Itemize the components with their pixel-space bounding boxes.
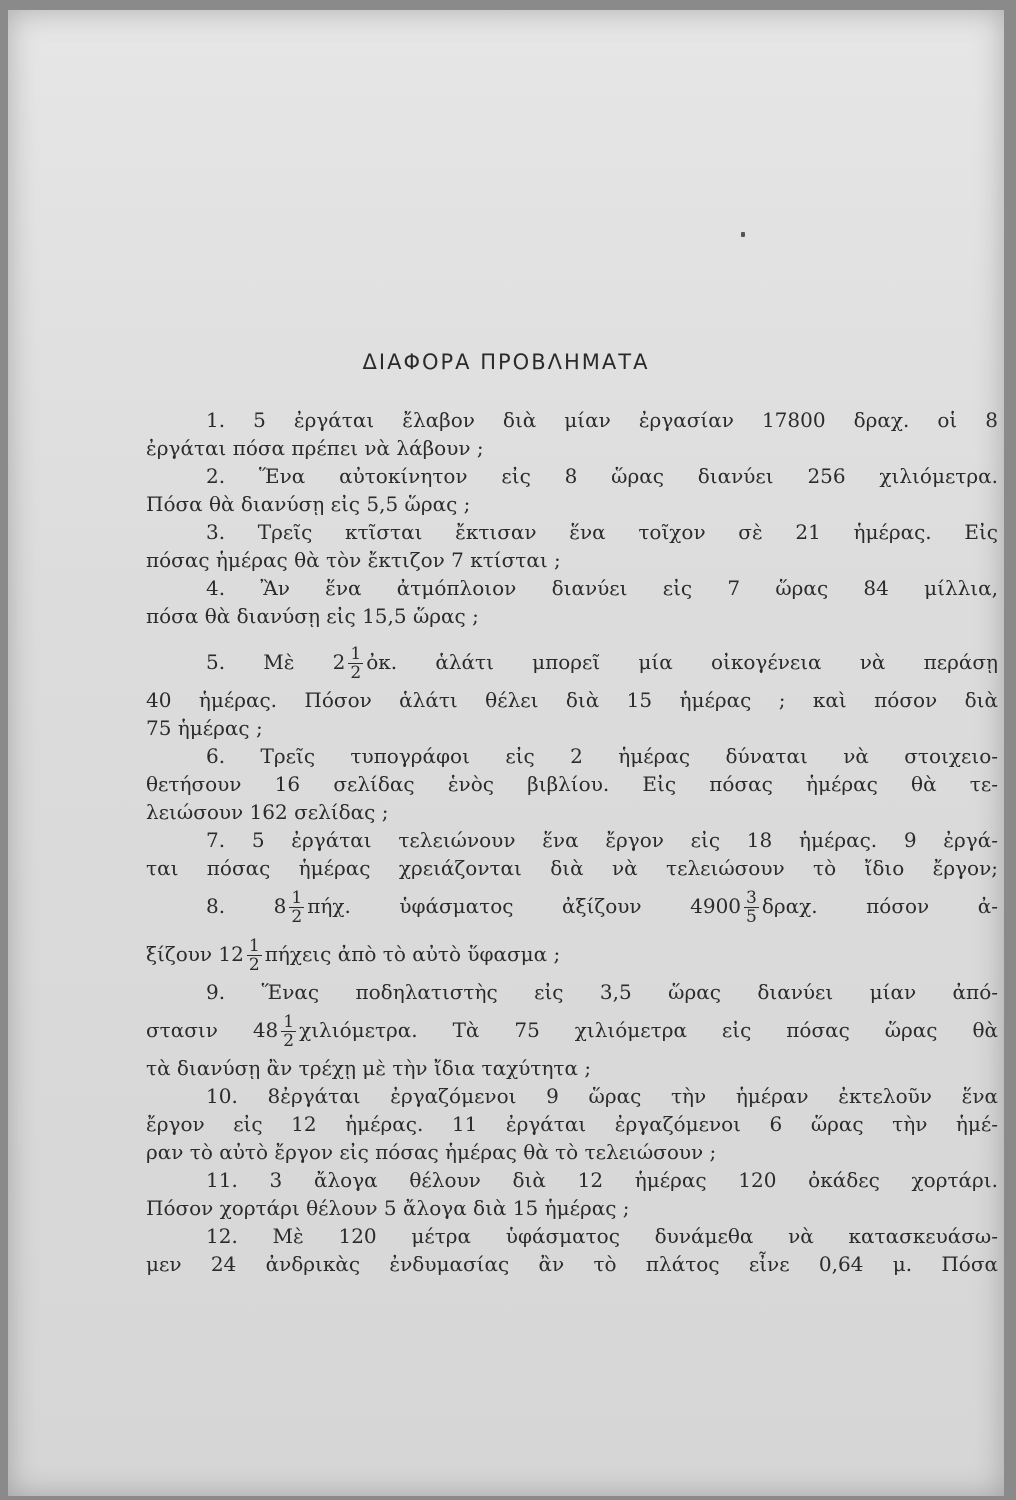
- problem-9: [146, 978, 998, 1082]
- problem-number: 7.: [206, 828, 226, 852]
- problem-number: 3.: [206, 520, 226, 544]
- fraction: $\frac{1}{2}$: [291, 888, 303, 927]
- problem-6: [146, 742, 998, 826]
- problem-text: λειώσουν 162 σελίδας ;: [146, 800, 389, 824]
- problem-2: [146, 462, 998, 518]
- page-title: ΔΙΑΦΟΡΑ ΠΡΟΒΛΗΜΑΤΑ: [362, 350, 650, 374]
- problem-number: 4.: [206, 576, 226, 600]
- problem-text: Πόσα θὰ διανύσῃ εἰς 5,5 ὥρας ;: [146, 492, 471, 516]
- problem-text: 8: [273, 894, 287, 918]
- problem-4: [146, 574, 998, 630]
- problem-text: τὰ διανύσῃ ἂν τρέχῃ μὲ τὴν ἴδια ταχύτητα ;: [146, 1056, 592, 1080]
- fraction: $\frac{1}{2}$: [248, 936, 260, 975]
- problem-number: 11.: [206, 1168, 238, 1192]
- problem-number: 2.: [206, 464, 226, 488]
- problem-text: Ἕνα αὐτοκίνητον εἰς 8 ὥρας διανύει 256 χιλιόμετρα.: [258, 464, 998, 488]
- problem-text: χιλιόμετρα. Τὰ 75 χιλιόμετρα εἰς πόσας ὥρας θὰ: [299, 1018, 998, 1042]
- problem-text: πόσας ἡμέρας θὰ τὸν ἔκτιζον 7 κτίσται ;: [146, 548, 561, 572]
- problem-10: [146, 1082, 998, 1166]
- problem-text: δραχ. πόσον ἀ-: [761, 894, 998, 918]
- problem-text: ραν τὸ αὐτὸ ἔργον εἰς πόσας ἡμέρας θὰ τὸ τελειώσουν ;: [146, 1140, 717, 1164]
- problem-7: [146, 826, 998, 882]
- problem-text: Μὲ 2: [263, 650, 346, 674]
- problem-1: [146, 406, 998, 462]
- problem-number: 10.: [206, 1084, 238, 1108]
- problem-number: 12.: [206, 1224, 238, 1248]
- problem-text: στασιν 48: [146, 1018, 279, 1042]
- problem-text: Μὲ 120 μέτρα ὑφάσματος δυνάμεθα νὰ κατασκευάσω-: [272, 1224, 998, 1248]
- ink-speck: [741, 232, 745, 237]
- problem-text: 75 ἡμέρας ;: [146, 716, 263, 740]
- fraction: $\frac{3}{5}$: [746, 888, 757, 927]
- problem-8: [146, 882, 998, 978]
- problem-text: 40 ἡμέρας. Πόσον ἁλάτι θέλει διὰ 15 ἡμέρας ; καὶ πόσον διὰ: [146, 688, 998, 712]
- problem-text: ἐργάται πόσα πρέπει νὰ λάβουν ;: [146, 436, 484, 460]
- problem-text: Ἕνας ποδηλατιστὴς εἰς 3,5 ὥρας διανύει μίαν ἀπό-: [261, 980, 998, 1004]
- fraction: $\frac{1}{2}$: [283, 1012, 295, 1051]
- problem-3: [146, 518, 998, 574]
- problem-text: πήχεις ἀπὸ τὸ αὐτὸ ὕφασμα ;: [264, 942, 561, 966]
- problem-text: πόσα θὰ διανύσῃ εἰς 15,5 ὥρας ;: [146, 604, 479, 628]
- problem-text: 3 ἄλογα θέλουν διὰ 12 ἡμέρας 120 ὀκάδες χορτάρι.: [269, 1168, 998, 1192]
- problem-text: ὀκ. ἁλάτι μπορεῖ μία οἰκογένεια νὰ περάσῃ: [366, 650, 998, 674]
- problem-11: [146, 1166, 998, 1222]
- problem-text: ἔργον εἰς 12 ἡμέρας. 11 ἐργάται ἐργαζόμενοι 6 ὥρας τὴν ἡμέ-: [146, 1112, 998, 1136]
- problem-number: 5.: [206, 650, 226, 674]
- problem-text: ξίζουν 12: [146, 942, 244, 966]
- problem-number: 1.: [206, 408, 226, 432]
- fraction: $\frac{1}{2}$: [350, 644, 362, 683]
- problem-text: ται πόσας ἡμέρας χρειάζονται διὰ νὰ τελειώσουν τὸ ἴδιο ἔργον;: [146, 856, 998, 880]
- problem-text: Ἂν ἕνα ἀτμόπλοιον διανύει εἰς 7 ὥρας 84 μίλλια,: [260, 576, 998, 600]
- problem-text: πήχ. ὑφάσματος ἀξίζουν 4900: [307, 894, 742, 918]
- problem-text: μεν 24 ἀνδρικὰς ἐνδυμασίας ἂν τὸ πλάτος εἶνε 0,64 μ. Πόσα: [146, 1252, 998, 1276]
- problem-number: 6.: [206, 744, 226, 768]
- problems-list: [146, 406, 998, 1278]
- problem-text: 5 ἐργάται τελειώνουν ἕνα ἔργον εἰς 18 ἡμέρας. 9 ἐργά-: [251, 828, 998, 852]
- problem-5: [146, 638, 998, 742]
- problem-number: 8.: [206, 894, 226, 918]
- book-page: [8, 10, 1004, 1496]
- problem-text: Τρεῖς κτῖσται ἔκτισαν ἕνα τοῖχον σὲ 21 ἡμέρας. Εἰς: [257, 520, 998, 544]
- problem-text: θετήσουν 16 σελίδας ἑνὸς βιβλίου. Εἰς πόσας ἡμέρας θὰ τε-: [146, 772, 998, 796]
- problem-text: 8ἐργάται ἐργαζόμενοι 9 ὥρας τὴν ἡμέραν ἐκτελοῦν ἕνα: [267, 1084, 998, 1108]
- problem-text: Πόσον χορτάρι θέλουν 5 ἄλογα διὰ 15 ἡμέρας ;: [146, 1196, 630, 1220]
- problem-text: Τρεῖς τυπογράφοι εἰς 2 ἡμέρας δύναται νὰ στοιχειο-: [260, 744, 998, 768]
- problem-number: 9.: [206, 980, 226, 1004]
- problem-12: [146, 1222, 998, 1278]
- problem-text: 5 ἐργάται ἔλαβον διὰ μίαν ἐργασίαν 17800 δραχ. οἱ 8: [253, 408, 998, 432]
